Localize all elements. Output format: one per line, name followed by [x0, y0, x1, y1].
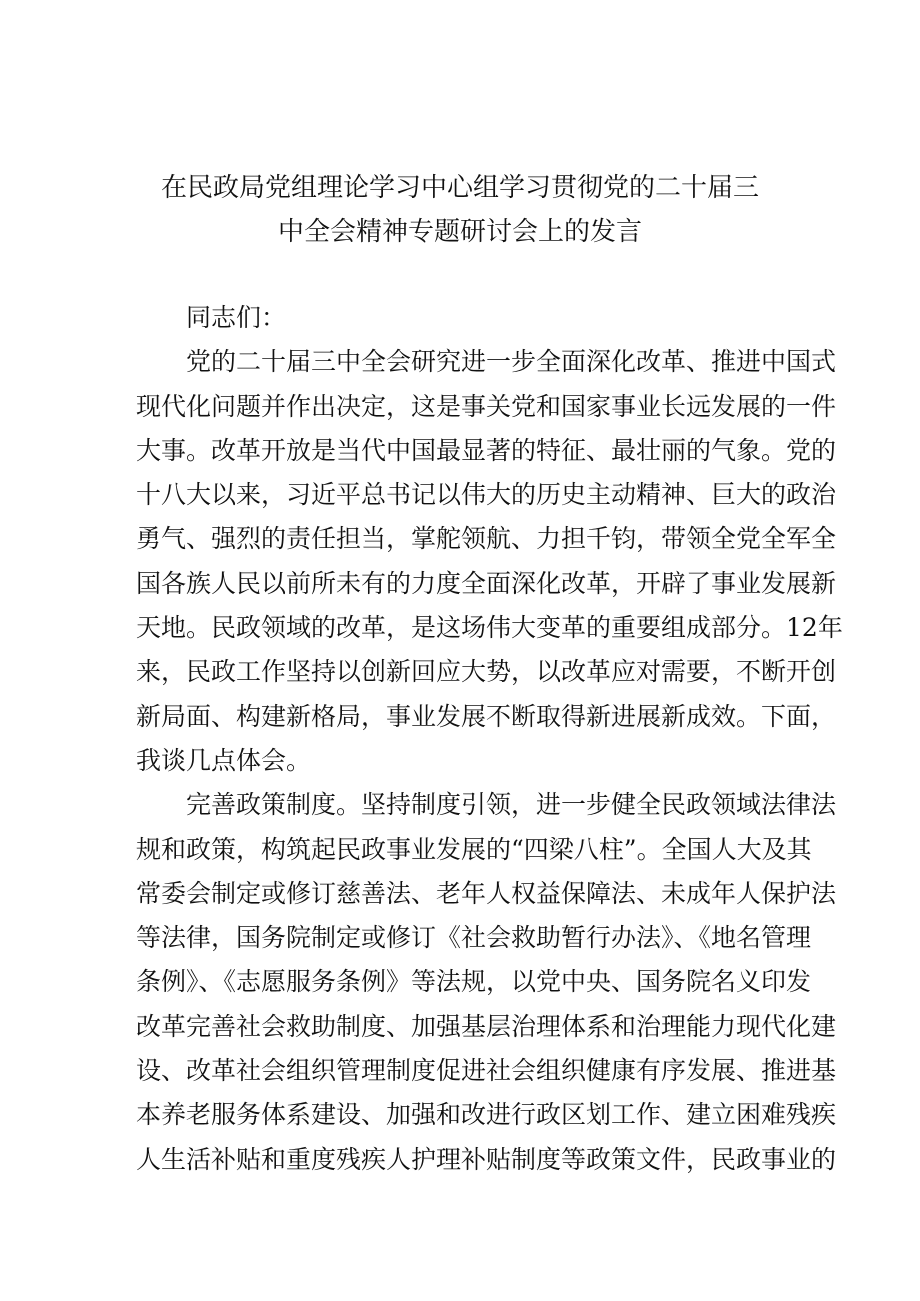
paragraph-line: 等法律，国务院制定或修订《社会救助暂行办法》、《地名管理	[136, 923, 812, 953]
paragraph-line: 常委会制定或修订慈善法、老年人权益保障法、未成年人保护法	[136, 878, 837, 908]
paragraph-line: 来，民政工作坚持以创新回应大势，以改革应对需要，不断开创	[136, 657, 837, 687]
page-title	[120, 166, 800, 254]
paragraph-line: 改革完善社会救助制度、加强基层治理体系和治理能力现代化建	[136, 1011, 837, 1041]
paragraph-1	[136, 340, 843, 783]
paragraph-line: 设、改革社会组织管理制度促进社会组织健康有序发展、推进基	[136, 1056, 837, 1086]
paragraph-2	[136, 783, 837, 1182]
paragraph-line: 我谈几点体会。	[136, 745, 312, 775]
paragraph-line: 现代化问题并作出决定，这是事关党和国家事业长远发展的一件	[136, 391, 837, 421]
paragraph-line: 人生活补贴和重度残疾人护理补贴制度等政策文件，民政事业的	[136, 1144, 837, 1174]
paragraph-line: 十八大以来，习近平总书记以伟大的历史主动精神、巨大的政治	[136, 480, 837, 510]
paragraph-line: 本养老服务体系建设、加强和改进行政区划工作、建立困难残疾	[136, 1100, 837, 1130]
paragraph-line: 党的二十届三中全会研究进一步全面深化改革、推进中国式	[186, 347, 837, 377]
paragraph-line: 完善政策制度。坚持制度引领，进一步健全民政领域法律法	[186, 790, 837, 820]
paragraph-line: 国各族人民以前所未有的力度全面深化改革，开辟了事业发展新	[136, 568, 837, 598]
paragraph-line: 规和政策，构筑起民政事业发展的“四梁八柱”。全国人大及其	[136, 834, 812, 864]
title-line-1: 在民政局党组理论学习中心组学习贯彻党的二十届三	[160, 173, 759, 203]
title-line-2: 中全会精神专题研讨会上的发言	[277, 217, 642, 247]
paragraph-line: 新局面、构建新格局，事业发展不断取得新进展新成效。下面，	[136, 701, 837, 731]
paragraph-line: 条例》、《志愿服务条例》等法规，以党中央、国务院名义印发	[136, 967, 812, 997]
document-body	[136, 296, 843, 1182]
paragraph-line: 大事。改革开放是当代中国最显著的特征、最壮丽的气象。党的	[136, 435, 837, 465]
salutation: 同志们：	[186, 303, 287, 332]
paragraph-line: 天地。民政领域的改革，是这场伟大变革的重要组成部分。12年	[136, 613, 843, 643]
paragraph-line: 勇气、强烈的责任担当，掌舵领航、力担千钧，带领全党全军全	[136, 524, 837, 554]
